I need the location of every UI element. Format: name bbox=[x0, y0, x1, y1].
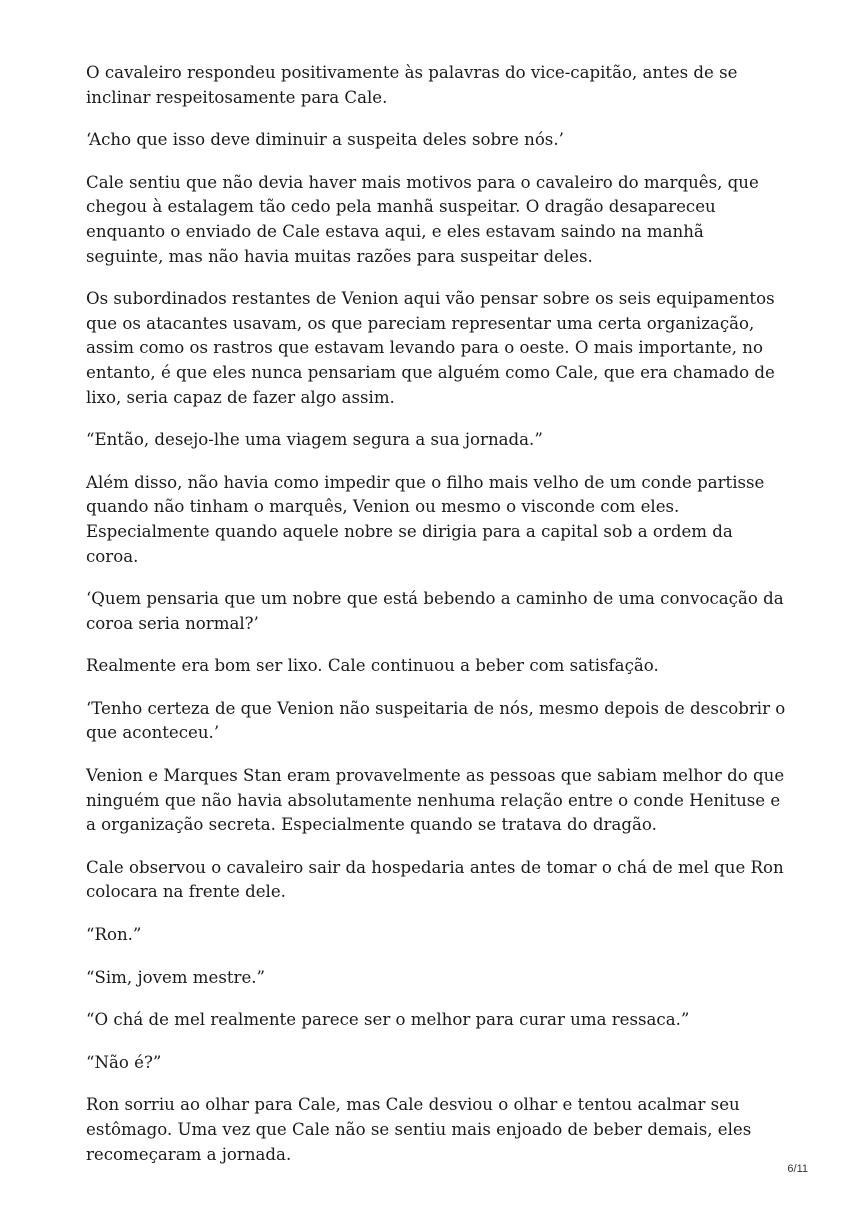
paragraph: “O chá de mel realmente parece ser o melhor para curar uma ressaca.” bbox=[86, 1010, 690, 1030]
paragraph: Os subordinados restantes de Venion aqui vão pensar sobre os seis equipamentos que os atacantes usavam, os que pareciam representar uma certa organização, assim como os rastros que estavam levando para o oeste. O mais importante, no entanto, é que eles nunca pensariam que alguém como Cale, que era chamado de lixo, seria capaz de fazer algo assim. bbox=[86, 289, 775, 407]
paragraph: Realmente era bom ser lixo. Cale continuou a beber com satisfação. bbox=[86, 656, 659, 676]
paragraph: O cavaleiro respondeu positivamente às palavras do vice-capitão, antes de se inclinar respeitosamente para Cale. bbox=[86, 63, 738, 107]
paragraph: ‘Quem pensaria que um nobre que está bebendo a caminho de uma convocação da coroa seria normal?’ bbox=[86, 589, 784, 633]
paragraph: Cale sentiu que não devia haver mais motivos para o cavaleiro do marquês, que chegou à estalagem tão cedo pela manhã suspeitar. O dragão desapareceu enquanto o enviado de Cale estava aqui, e eles estavam saindo na manhã seguinte, mas não havia muitas razões para suspeitar deles. bbox=[86, 172, 759, 266]
paragraph: Venion e Marques Stan eram provavelmente as pessoas que sabiam melhor do que ninguém que não havia absolutamente nenhuma relação entre o conde Henituse e a organização secreta. Especialmente quando se tratava do dragão. bbox=[86, 766, 785, 835]
paragraph: “Não é?” bbox=[86, 1052, 162, 1072]
paragraph: ‘Acho que isso deve diminuir a suspeita deles sobre nós.’ bbox=[86, 130, 564, 150]
paragraph: “Sim, jovem mestre.” bbox=[86, 967, 266, 987]
paragraph: Cale observou o cavaleiro sair da hospedaria antes de tomar o chá de mel que Ron colocara na frente dele. bbox=[86, 857, 784, 902]
paragraph: Além disso, não havia como impedir que o filho mais velho de um conde partisse quando não tinham o marquês, Venion ou mesmo o visconde com eles. Especialmente quando aquele nobre se dirigia para a capital sob a ordem da coroa. bbox=[86, 472, 765, 566]
paragraph: “Então, desejo-lhe uma viagem segura a sua jornada.” bbox=[86, 430, 543, 450]
paragraph: Ron sorriu ao olhar para Cale, mas Cale desviou o olhar e tentou acalmar seu estômago. Uma vez que Cale não se sentiu mais enjoado de beber demais, eles recomeçaram a jornada. bbox=[86, 1095, 752, 1164]
document-body bbox=[86, 61, 786, 1185]
page-number: 6/11 bbox=[787, 1163, 808, 1175]
paragraph: ‘Tenho certeza de que Venion não suspeitaria de nós, mesmo depois de descobrir o que aconteceu.’ bbox=[86, 698, 786, 743]
paragraph: “Ron.” bbox=[86, 925, 142, 945]
